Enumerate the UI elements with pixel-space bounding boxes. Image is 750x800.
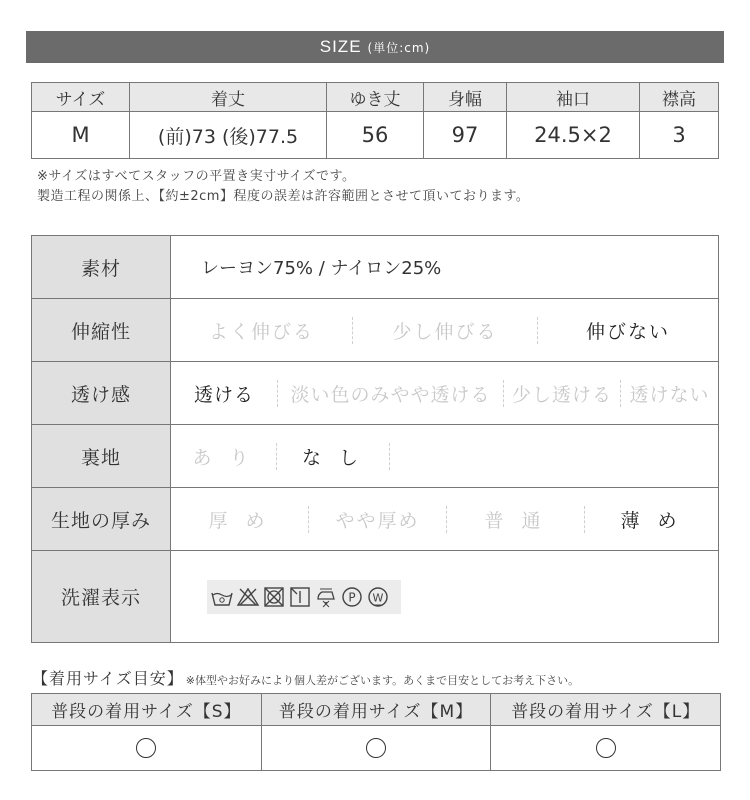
size-header-sleeve: ゆき丈 xyxy=(327,83,424,112)
size-table-row xyxy=(32,112,719,159)
spec-row-material xyxy=(32,236,719,299)
sheer-option-none: 透けない xyxy=(629,383,710,406)
stretch-option-some: 少し伸びる xyxy=(353,317,538,344)
fit-guide-row xyxy=(32,726,721,771)
sheer-option-slight: 少し透ける xyxy=(504,380,621,407)
sheer-label: 透け感 xyxy=(32,362,171,425)
material-label: 素材 xyxy=(32,236,171,299)
sleeve-value: 56 xyxy=(327,112,424,159)
size-notes xyxy=(37,167,529,207)
fit-header-s: 普段の着用サイズ【S】 xyxy=(32,694,262,726)
thickness-option-normal: 普 通 xyxy=(447,506,585,533)
thickness-label: 生地の厚み xyxy=(32,488,171,551)
no-tumble-dry-icon xyxy=(262,585,286,609)
thickness-option-thin: 薄 め xyxy=(620,509,683,532)
line-dry-shade-icon xyxy=(288,585,312,609)
dry-clean-p-icon xyxy=(340,585,364,609)
fit-guide-heading xyxy=(32,666,579,689)
fit-mark-m xyxy=(366,738,386,758)
fit-mark-s xyxy=(136,738,156,758)
spec-row-stretch xyxy=(32,299,719,362)
size-header-collar: 襟高 xyxy=(640,83,719,112)
size-header-bar xyxy=(26,31,724,63)
spec-row-thickness xyxy=(32,488,719,551)
size-header-cuff: 袖口 xyxy=(507,83,640,112)
spec-row-lining xyxy=(32,425,719,488)
length-value: (前)73 (後)77.5 xyxy=(130,112,327,159)
collar-value: 3 xyxy=(640,112,719,159)
fit-guide-header-row xyxy=(32,694,721,726)
fit-header-l: 普段の着用サイズ【L】 xyxy=(491,694,721,726)
lining-option-yes: あ り xyxy=(171,443,277,470)
thickness-option-slightly-thick: やや厚め xyxy=(309,506,447,533)
iron-low-icon xyxy=(314,585,338,609)
wet-clean-w-icon xyxy=(366,585,390,609)
fit-header-m: 普段の着用サイズ【M】 xyxy=(261,694,491,726)
no-bleach-icon xyxy=(236,585,260,609)
stretch-option-none: 伸びない xyxy=(585,320,670,343)
size-header-length: 着丈 xyxy=(130,83,327,112)
thickness-option-thick: 厚 め xyxy=(171,506,309,533)
size-title: SIZE xyxy=(319,37,362,56)
sheer-option-yes: 透ける xyxy=(171,380,278,407)
size-note-1: ※サイズはすべてスタッフの平置き実寸サイズです。 xyxy=(37,169,356,184)
size-note-2: 製造工程の関係上、【約±2cm】程度の誤差は許容範囲とさせて頂いております。 xyxy=(37,189,530,204)
stretch-option-high: よく伸びる xyxy=(171,317,353,344)
spec-row-washing xyxy=(32,551,719,643)
material-value: レーヨン75% / ナイロン25% xyxy=(201,258,442,279)
sheer-option-light-color: 淡い色のみやや透ける xyxy=(278,380,504,407)
fit-mark-l xyxy=(596,738,616,758)
size-table xyxy=(31,82,719,159)
size-table-header-row xyxy=(32,83,719,112)
lining-label: 裏地 xyxy=(32,425,171,488)
cuff-value: 24.5×2 xyxy=(507,112,640,159)
fit-guide-note: ※体型やお好みにより個人差がございます。あくまで目安としてお考え下さい。 xyxy=(185,674,580,687)
lining-option-no: な し xyxy=(277,443,390,470)
spec-row-sheer xyxy=(32,362,719,425)
size-unit: (単位:cm) xyxy=(367,40,431,55)
fit-guide-title: 【着用サイズ目安】 xyxy=(32,669,184,688)
fit-guide-table xyxy=(31,693,721,771)
svg-text:P: P xyxy=(348,590,356,604)
size-value: M xyxy=(32,112,130,159)
svg-text:W: W xyxy=(372,591,384,604)
washing-symbols xyxy=(207,580,401,614)
hand-wash-icon xyxy=(210,585,234,609)
spec-table xyxy=(31,235,719,643)
size-header-size: サイズ xyxy=(32,83,130,112)
size-header-width: 身幅 xyxy=(424,83,507,112)
width-value: 97 xyxy=(424,112,507,159)
washing-label: 洗濯表示 xyxy=(32,551,171,643)
stretch-label: 伸縮性 xyxy=(32,299,171,362)
